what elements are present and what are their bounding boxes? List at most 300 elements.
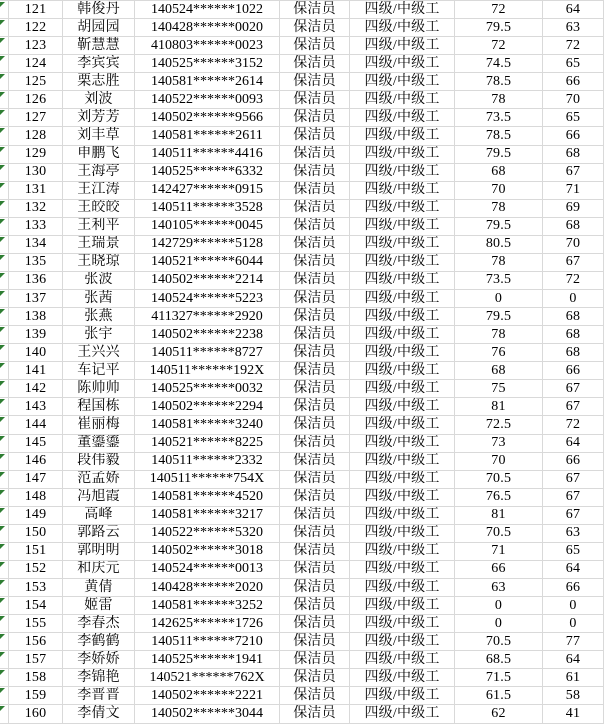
cell-id-number[interactable]: 142427******0915 <box>135 182 280 200</box>
error-indicator-cell[interactable] <box>0 633 9 651</box>
cell-score-2[interactable]: 65 <box>543 543 604 561</box>
error-indicator-cell[interactable] <box>0 471 9 489</box>
cell-name[interactable]: 李晋晋 <box>63 687 135 705</box>
error-indicator-cell[interactable] <box>0 55 9 73</box>
cell-name[interactable]: 李宾宾 <box>63 55 135 73</box>
cell-score-1[interactable]: 79.5 <box>455 146 543 164</box>
cell-score-2[interactable]: 0 <box>543 615 604 633</box>
cell-name[interactable]: 韩俊丹 <box>63 1 135 19</box>
cell-job-title[interactable]: 保洁员 <box>280 633 350 651</box>
cell-id-number[interactable]: 140428******2020 <box>135 579 280 597</box>
cell-row-number[interactable]: 150 <box>9 525 63 543</box>
cell-level[interactable]: 四级/中级工 <box>350 651 455 669</box>
cell-id-number[interactable]: 140511******8727 <box>135 344 280 362</box>
cell-id-number[interactable]: 140521******6044 <box>135 254 280 272</box>
cell-row-number[interactable]: 132 <box>9 200 63 218</box>
cell-score-2[interactable]: 58 <box>543 687 604 705</box>
cell-score-1[interactable]: 73 <box>455 435 543 453</box>
cell-score-1[interactable]: 72 <box>455 1 543 19</box>
cell-score-2[interactable]: 64 <box>543 651 604 669</box>
cell-row-number[interactable]: 153 <box>9 579 63 597</box>
cell-id-number[interactable]: 140581******2611 <box>135 127 280 145</box>
cell-score-1[interactable]: 70.5 <box>455 633 543 651</box>
error-indicator-cell[interactable] <box>0 416 9 434</box>
cell-name[interactable]: 程国栋 <box>63 398 135 416</box>
cell-level[interactable]: 四级/中级工 <box>350 507 455 525</box>
cell-score-1[interactable]: 73.5 <box>455 109 543 127</box>
error-indicator-cell[interactable] <box>0 127 9 145</box>
cell-level[interactable]: 四级/中级工 <box>350 290 455 308</box>
cell-job-title[interactable]: 保洁员 <box>280 200 350 218</box>
error-indicator-cell[interactable] <box>0 326 9 344</box>
cell-row-number[interactable]: 160 <box>9 705 63 723</box>
cell-score-1[interactable]: 0 <box>455 597 543 615</box>
cell-score-1[interactable]: 75 <box>455 380 543 398</box>
cell-name[interactable]: 刘芳芳 <box>63 109 135 127</box>
cell-row-number[interactable]: 134 <box>9 236 63 254</box>
cell-job-title[interactable]: 保洁员 <box>280 453 350 471</box>
error-indicator-cell[interactable] <box>0 236 9 254</box>
error-indicator-cell[interactable] <box>0 507 9 525</box>
cell-score-2[interactable]: 66 <box>543 73 604 91</box>
error-indicator-cell[interactable] <box>0 37 9 55</box>
cell-name[interactable]: 栗志胜 <box>63 73 135 91</box>
cell-row-number[interactable]: 128 <box>9 127 63 145</box>
error-indicator-cell[interactable] <box>0 597 9 615</box>
cell-score-2[interactable]: 69 <box>543 200 604 218</box>
cell-row-number[interactable]: 151 <box>9 543 63 561</box>
cell-id-number[interactable]: 140502******3018 <box>135 543 280 561</box>
cell-level[interactable]: 四级/中级工 <box>350 362 455 380</box>
cell-row-number[interactable]: 123 <box>9 37 63 55</box>
cell-row-number[interactable]: 149 <box>9 507 63 525</box>
cell-score-2[interactable]: 68 <box>543 308 604 326</box>
cell-job-title[interactable]: 保洁员 <box>280 19 350 37</box>
cell-row-number[interactable]: 148 <box>9 489 63 507</box>
cell-job-title[interactable]: 保洁员 <box>280 344 350 362</box>
cell-row-number[interactable]: 126 <box>9 91 63 109</box>
cell-level[interactable]: 四级/中级工 <box>350 91 455 109</box>
error-indicator-cell[interactable] <box>0 254 9 272</box>
cell-row-number[interactable]: 147 <box>9 471 63 489</box>
cell-id-number[interactable]: 140511******4416 <box>135 146 280 164</box>
error-indicator-cell[interactable] <box>0 73 9 91</box>
cell-score-1[interactable]: 78 <box>455 200 543 218</box>
cell-score-1[interactable]: 0 <box>455 290 543 308</box>
cell-level[interactable]: 四级/中级工 <box>350 236 455 254</box>
cell-job-title[interactable]: 保洁员 <box>280 507 350 525</box>
cell-name[interactable]: 张波 <box>63 272 135 290</box>
cell-id-number[interactable]: 411327******2920 <box>135 308 280 326</box>
cell-id-number[interactable]: 140522******0093 <box>135 91 280 109</box>
cell-job-title[interactable]: 保洁员 <box>280 55 350 73</box>
cell-score-1[interactable]: 76 <box>455 344 543 362</box>
error-indicator-cell[interactable] <box>0 453 9 471</box>
cell-level[interactable]: 四级/中级工 <box>350 416 455 434</box>
cell-name[interactable]: 郭明明 <box>63 543 135 561</box>
error-indicator-cell[interactable] <box>0 146 9 164</box>
cell-job-title[interactable]: 保洁员 <box>280 651 350 669</box>
cell-id-number[interactable]: 142729******5128 <box>135 236 280 254</box>
cell-name[interactable]: 王海亭 <box>63 164 135 182</box>
cell-name[interactable]: 张燕 <box>63 308 135 326</box>
cell-score-1[interactable]: 79.5 <box>455 218 543 236</box>
cell-row-number[interactable]: 121 <box>9 1 63 19</box>
cell-name[interactable]: 王利平 <box>63 218 135 236</box>
cell-name[interactable]: 李锦艳 <box>63 669 135 687</box>
cell-score-1[interactable]: 76.5 <box>455 489 543 507</box>
cell-score-2[interactable]: 68 <box>543 218 604 236</box>
cell-score-2[interactable]: 68 <box>543 344 604 362</box>
cell-score-2[interactable]: 64 <box>543 435 604 453</box>
cell-job-title[interactable]: 保洁员 <box>280 561 350 579</box>
cell-row-number[interactable]: 155 <box>9 615 63 633</box>
cell-score-2[interactable]: 72 <box>543 272 604 290</box>
cell-row-number[interactable]: 142 <box>9 380 63 398</box>
cell-name[interactable]: 冯旭霞 <box>63 489 135 507</box>
cell-row-number[interactable]: 145 <box>9 435 63 453</box>
cell-score-1[interactable]: 72 <box>455 37 543 55</box>
cell-job-title[interactable]: 保洁员 <box>280 326 350 344</box>
cell-name[interactable]: 高峰 <box>63 507 135 525</box>
cell-job-title[interactable]: 保洁员 <box>280 290 350 308</box>
cell-row-number[interactable]: 139 <box>9 326 63 344</box>
error-indicator-cell[interactable] <box>0 290 9 308</box>
cell-level[interactable]: 四级/中级工 <box>350 489 455 507</box>
cell-job-title[interactable]: 保洁员 <box>280 525 350 543</box>
cell-score-2[interactable]: 65 <box>543 109 604 127</box>
error-indicator-cell[interactable] <box>0 525 9 543</box>
cell-score-2[interactable]: 67 <box>543 507 604 525</box>
cell-score-2[interactable]: 64 <box>543 1 604 19</box>
cell-score-1[interactable]: 68.5 <box>455 651 543 669</box>
cell-score-1[interactable]: 81 <box>455 507 543 525</box>
cell-id-number[interactable]: 140502******2238 <box>135 326 280 344</box>
cell-score-1[interactable]: 70.5 <box>455 525 543 543</box>
cell-score-1[interactable]: 71.5 <box>455 669 543 687</box>
error-indicator-cell[interactable] <box>0 344 9 362</box>
cell-score-2[interactable]: 67 <box>543 398 604 416</box>
cell-level[interactable]: 四级/中级工 <box>350 19 455 37</box>
cell-job-title[interactable]: 保洁员 <box>280 435 350 453</box>
cell-row-number[interactable]: 136 <box>9 272 63 290</box>
cell-id-number[interactable]: 140581******3217 <box>135 507 280 525</box>
cell-score-1[interactable]: 68 <box>455 362 543 380</box>
cell-score-2[interactable]: 67 <box>543 489 604 507</box>
cell-name[interactable]: 刘丰草 <box>63 127 135 145</box>
cell-name[interactable]: 李鹤鹤 <box>63 633 135 651</box>
cell-name[interactable]: 李春杰 <box>63 615 135 633</box>
cell-job-title[interactable]: 保洁员 <box>280 91 350 109</box>
error-indicator-cell[interactable] <box>0 669 9 687</box>
cell-name[interactable]: 王皎皎 <box>63 200 135 218</box>
cell-id-number[interactable]: 140502******3044 <box>135 705 280 723</box>
cell-id-number[interactable]: 140522******5320 <box>135 525 280 543</box>
cell-job-title[interactable]: 保洁员 <box>280 687 350 705</box>
cell-job-title[interactable]: 保洁员 <box>280 362 350 380</box>
cell-level[interactable]: 四级/中级工 <box>350 543 455 561</box>
error-indicator-cell[interactable] <box>0 308 9 326</box>
cell-id-number[interactable]: 140525******3152 <box>135 55 280 73</box>
cell-level[interactable]: 四级/中级工 <box>350 73 455 91</box>
cell-id-number[interactable]: 140502******9566 <box>135 109 280 127</box>
error-indicator-cell[interactable] <box>0 182 9 200</box>
cell-score-2[interactable]: 64 <box>543 561 604 579</box>
cell-id-number[interactable]: 140511******7210 <box>135 633 280 651</box>
cell-id-number[interactable]: 140428******0020 <box>135 19 280 37</box>
cell-name[interactable]: 段伟毅 <box>63 453 135 471</box>
cell-score-1[interactable]: 78 <box>455 254 543 272</box>
cell-score-1[interactable]: 0 <box>455 615 543 633</box>
cell-name[interactable]: 姬雷 <box>63 597 135 615</box>
cell-score-1[interactable]: 70.5 <box>455 471 543 489</box>
cell-score-1[interactable]: 61.5 <box>455 687 543 705</box>
cell-score-1[interactable]: 78 <box>455 91 543 109</box>
cell-level[interactable]: 四级/中级工 <box>350 146 455 164</box>
cell-row-number[interactable]: 157 <box>9 651 63 669</box>
cell-id-number[interactable]: 140502******2214 <box>135 272 280 290</box>
error-indicator-cell[interactable] <box>0 561 9 579</box>
error-indicator-cell[interactable] <box>0 218 9 236</box>
cell-job-title[interactable]: 保洁员 <box>280 380 350 398</box>
cell-id-number[interactable]: 140525******6332 <box>135 164 280 182</box>
cell-id-number[interactable]: 140521******762X <box>135 669 280 687</box>
cell-id-number[interactable]: 140502******2221 <box>135 687 280 705</box>
cell-id-number[interactable]: 140581******4520 <box>135 489 280 507</box>
cell-job-title[interactable]: 保洁员 <box>280 182 350 200</box>
cell-score-2[interactable]: 66 <box>543 127 604 145</box>
cell-row-number[interactable]: 140 <box>9 344 63 362</box>
cell-name[interactable]: 王晓琼 <box>63 254 135 272</box>
cell-name[interactable]: 陈帅帅 <box>63 380 135 398</box>
cell-id-number[interactable]: 410803******0023 <box>135 37 280 55</box>
cell-score-1[interactable]: 73.5 <box>455 272 543 290</box>
cell-score-1[interactable]: 72.5 <box>455 416 543 434</box>
cell-score-1[interactable]: 68 <box>455 164 543 182</box>
cell-level[interactable]: 四级/中级工 <box>350 633 455 651</box>
cell-id-number[interactable]: 140525******0032 <box>135 380 280 398</box>
cell-score-2[interactable]: 63 <box>543 525 604 543</box>
cell-row-number[interactable]: 129 <box>9 146 63 164</box>
cell-id-number[interactable]: 140105******0045 <box>135 218 280 236</box>
cell-job-title[interactable]: 保洁员 <box>280 109 350 127</box>
cell-job-title[interactable]: 保洁员 <box>280 669 350 687</box>
cell-level[interactable]: 四级/中级工 <box>350 182 455 200</box>
cell-score-2[interactable]: 77 <box>543 633 604 651</box>
cell-row-number[interactable]: 131 <box>9 182 63 200</box>
error-indicator-cell[interactable] <box>0 398 9 416</box>
error-indicator-cell[interactable] <box>0 579 9 597</box>
cell-name[interactable]: 胡园园 <box>63 19 135 37</box>
cell-job-title[interactable]: 保洁员 <box>280 146 350 164</box>
cell-level[interactable]: 四级/中级工 <box>350 218 455 236</box>
cell-job-title[interactable]: 保洁员 <box>280 579 350 597</box>
cell-name[interactable]: 申鹏飞 <box>63 146 135 164</box>
cell-score-2[interactable]: 65 <box>543 55 604 73</box>
cell-level[interactable]: 四级/中级工 <box>350 1 455 19</box>
cell-row-number[interactable]: 137 <box>9 290 63 308</box>
cell-name[interactable]: 张宇 <box>63 326 135 344</box>
cell-score-2[interactable]: 67 <box>543 164 604 182</box>
cell-score-2[interactable]: 66 <box>543 362 604 380</box>
error-indicator-cell[interactable] <box>0 543 9 561</box>
cell-score-2[interactable]: 72 <box>543 37 604 55</box>
error-indicator-cell[interactable] <box>0 380 9 398</box>
cell-id-number[interactable]: 140511******754X <box>135 471 280 489</box>
cell-row-number[interactable]: 156 <box>9 633 63 651</box>
cell-name[interactable]: 和庆元 <box>63 561 135 579</box>
cell-score-2[interactable]: 0 <box>543 597 604 615</box>
cell-row-number[interactable]: 158 <box>9 669 63 687</box>
cell-level[interactable]: 四级/中级工 <box>350 326 455 344</box>
cell-level[interactable]: 四级/中级工 <box>350 344 455 362</box>
cell-score-2[interactable]: 70 <box>543 236 604 254</box>
cell-name[interactable]: 张茜 <box>63 290 135 308</box>
cell-id-number[interactable]: 140524******5223 <box>135 290 280 308</box>
cell-score-1[interactable]: 74.5 <box>455 55 543 73</box>
cell-job-title[interactable]: 保洁员 <box>280 1 350 19</box>
cell-job-title[interactable]: 保洁员 <box>280 127 350 145</box>
cell-name[interactable]: 靳慧慧 <box>63 37 135 55</box>
cell-level[interactable]: 四级/中级工 <box>350 127 455 145</box>
error-indicator-cell[interactable] <box>0 435 9 453</box>
cell-level[interactable]: 四级/中级工 <box>350 164 455 182</box>
cell-name[interactable]: 王兴兴 <box>63 344 135 362</box>
cell-row-number[interactable]: 143 <box>9 398 63 416</box>
cell-job-title[interactable]: 保洁员 <box>280 218 350 236</box>
cell-name[interactable]: 王瑞景 <box>63 236 135 254</box>
cell-score-1[interactable]: 79.5 <box>455 308 543 326</box>
cell-job-title[interactable]: 保洁员 <box>280 543 350 561</box>
cell-score-2[interactable]: 0 <box>543 290 604 308</box>
cell-job-title[interactable]: 保洁员 <box>280 236 350 254</box>
cell-score-1[interactable]: 78 <box>455 326 543 344</box>
cell-score-2[interactable]: 66 <box>543 453 604 471</box>
cell-job-title[interactable]: 保洁员 <box>280 37 350 55</box>
cell-level[interactable]: 四级/中级工 <box>350 687 455 705</box>
cell-level[interactable]: 四级/中级工 <box>350 615 455 633</box>
cell-level[interactable]: 四级/中级工 <box>350 597 455 615</box>
cell-score-2[interactable]: 66 <box>543 579 604 597</box>
cell-level[interactable]: 四级/中级工 <box>350 525 455 543</box>
cell-id-number[interactable]: 140521******8225 <box>135 435 280 453</box>
cell-job-title[interactable]: 保洁员 <box>280 308 350 326</box>
cell-job-title[interactable]: 保洁员 <box>280 705 350 723</box>
error-indicator-cell[interactable] <box>0 615 9 633</box>
cell-name[interactable]: 范孟娇 <box>63 471 135 489</box>
cell-score-2[interactable]: 61 <box>543 669 604 687</box>
cell-id-number[interactable]: 140581******3240 <box>135 416 280 434</box>
cell-row-number[interactable]: 138 <box>9 308 63 326</box>
cell-score-1[interactable]: 70 <box>455 453 543 471</box>
cell-row-number[interactable]: 133 <box>9 218 63 236</box>
cell-level[interactable]: 四级/中级工 <box>350 435 455 453</box>
error-indicator-cell[interactable] <box>0 1 9 19</box>
cell-id-number[interactable]: 140502******2294 <box>135 398 280 416</box>
cell-score-1[interactable]: 78.5 <box>455 127 543 145</box>
error-indicator-cell[interactable] <box>0 362 9 380</box>
cell-level[interactable]: 四级/中级工 <box>350 109 455 127</box>
cell-job-title[interactable]: 保洁员 <box>280 416 350 434</box>
cell-row-number[interactable]: 122 <box>9 19 63 37</box>
cell-score-2[interactable]: 72 <box>543 416 604 434</box>
cell-level[interactable]: 四级/中级工 <box>350 561 455 579</box>
cell-row-number[interactable]: 130 <box>9 164 63 182</box>
cell-name[interactable]: 董鎏鎏 <box>63 435 135 453</box>
cell-score-2[interactable]: 70 <box>543 91 604 109</box>
error-indicator-cell[interactable] <box>0 687 9 705</box>
cell-level[interactable]: 四级/中级工 <box>350 272 455 290</box>
error-indicator-cell[interactable] <box>0 651 9 669</box>
cell-name[interactable]: 李倩文 <box>63 705 135 723</box>
cell-level[interactable]: 四级/中级工 <box>350 398 455 416</box>
cell-level[interactable]: 四级/中级工 <box>350 453 455 471</box>
cell-score-2[interactable]: 71 <box>543 182 604 200</box>
cell-level[interactable]: 四级/中级工 <box>350 308 455 326</box>
cell-score-1[interactable]: 78.5 <box>455 73 543 91</box>
cell-id-number[interactable]: 140511******2332 <box>135 453 280 471</box>
cell-level[interactable]: 四级/中级工 <box>350 55 455 73</box>
cell-name[interactable]: 黄倩 <box>63 579 135 597</box>
cell-id-number[interactable]: 140524******0013 <box>135 561 280 579</box>
error-indicator-cell[interactable] <box>0 164 9 182</box>
cell-score-2[interactable]: 67 <box>543 254 604 272</box>
cell-row-number[interactable]: 146 <box>9 453 63 471</box>
cell-row-number[interactable]: 152 <box>9 561 63 579</box>
error-indicator-cell[interactable] <box>0 109 9 127</box>
cell-score-1[interactable]: 81 <box>455 398 543 416</box>
cell-level[interactable]: 四级/中级工 <box>350 579 455 597</box>
cell-level[interactable]: 四级/中级工 <box>350 200 455 218</box>
cell-level[interactable]: 四级/中级工 <box>350 380 455 398</box>
cell-job-title[interactable]: 保洁员 <box>280 615 350 633</box>
cell-level[interactable]: 四级/中级工 <box>350 254 455 272</box>
cell-job-title[interactable]: 保洁员 <box>280 489 350 507</box>
cell-id-number[interactable]: 140581******2614 <box>135 73 280 91</box>
cell-name[interactable]: 崔丽梅 <box>63 416 135 434</box>
cell-job-title[interactable]: 保洁员 <box>280 597 350 615</box>
cell-id-number[interactable]: 140581******3252 <box>135 597 280 615</box>
error-indicator-cell[interactable] <box>0 705 9 723</box>
cell-score-2[interactable]: 68 <box>543 146 604 164</box>
cell-score-1[interactable]: 66 <box>455 561 543 579</box>
cell-level[interactable]: 四级/中级工 <box>350 471 455 489</box>
cell-job-title[interactable]: 保洁员 <box>280 272 350 290</box>
cell-score-1[interactable]: 62 <box>455 705 543 723</box>
cell-score-2[interactable]: 67 <box>543 380 604 398</box>
cell-score-2[interactable]: 68 <box>543 326 604 344</box>
cell-id-number[interactable]: 140524******1022 <box>135 1 280 19</box>
error-indicator-cell[interactable] <box>0 272 9 290</box>
cell-score-1[interactable]: 70 <box>455 182 543 200</box>
cell-job-title[interactable]: 保洁员 <box>280 254 350 272</box>
cell-job-title[interactable]: 保洁员 <box>280 164 350 182</box>
cell-row-number[interactable]: 144 <box>9 416 63 434</box>
cell-row-number[interactable]: 141 <box>9 362 63 380</box>
cell-row-number[interactable]: 154 <box>9 597 63 615</box>
cell-name[interactable]: 车记平 <box>63 362 135 380</box>
error-indicator-cell[interactable] <box>0 489 9 507</box>
cell-level[interactable]: 四级/中级工 <box>350 37 455 55</box>
cell-name[interactable]: 刘波 <box>63 91 135 109</box>
cell-row-number[interactable]: 124 <box>9 55 63 73</box>
cell-level[interactable]: 四级/中级工 <box>350 669 455 687</box>
cell-row-number[interactable]: 125 <box>9 73 63 91</box>
cell-id-number[interactable]: 142625******1726 <box>135 615 280 633</box>
cell-name[interactable]: 李娇娇 <box>63 651 135 669</box>
cell-score-1[interactable]: 71 <box>455 543 543 561</box>
cell-row-number[interactable]: 135 <box>9 254 63 272</box>
